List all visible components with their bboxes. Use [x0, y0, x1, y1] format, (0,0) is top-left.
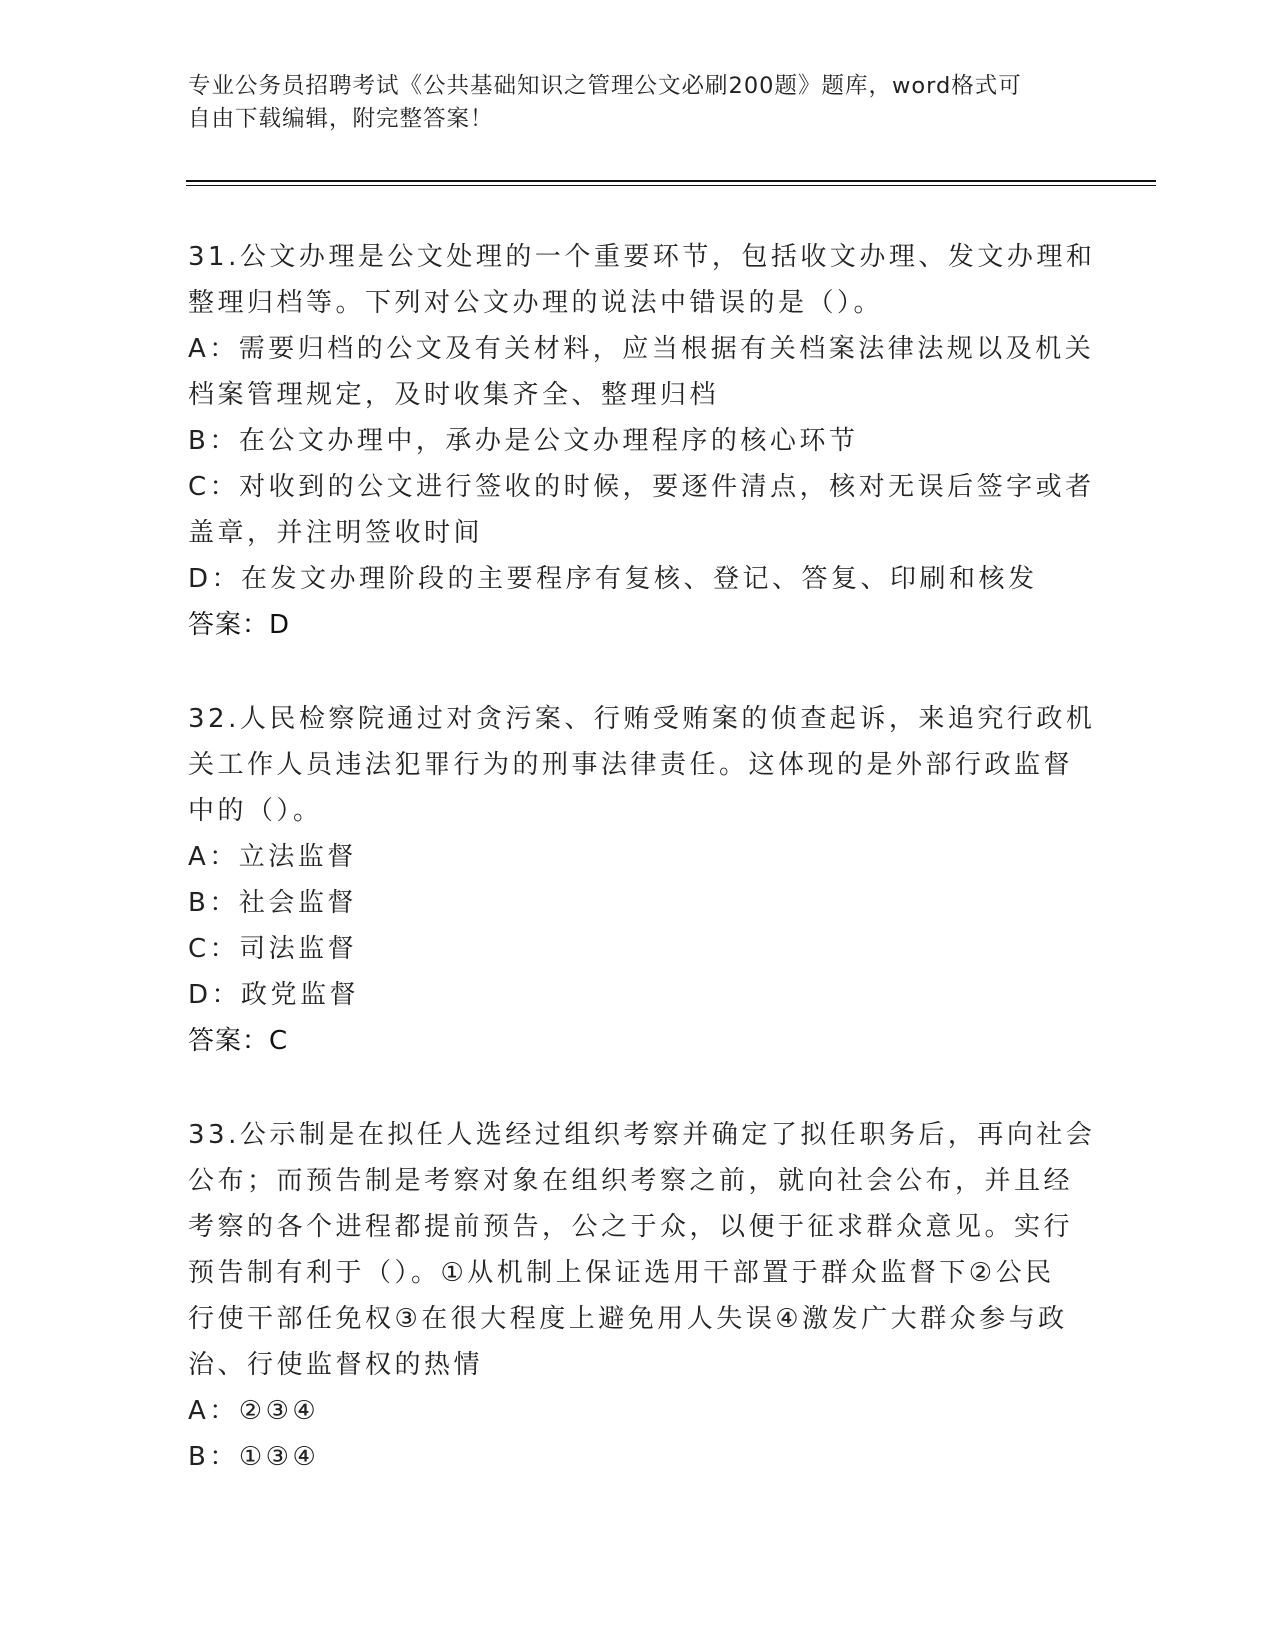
question-stem-line: 预告制有利于（）。①从机制上保证选用干部置于群众监督下②公民 [188, 1258, 1055, 1288]
question-stem-line: 31.公文办理是公文处理的一个重要环节，包括收文办理、发文办理和 [188, 242, 1096, 272]
document-header [188, 70, 1068, 136]
question-31 [188, 234, 1096, 648]
question-stem-line: 考察的各个进程都提前预告，公之于众，以便于征求群众意见。实行 [188, 1212, 1074, 1242]
question-32 [188, 696, 1096, 1064]
answer-line [188, 602, 1088, 648]
answer-value: C [269, 1026, 289, 1056]
question-stem-line: 行使干部任免权③在很大程度上避免用人失误④激发广大群众参与政 [188, 1304, 1068, 1334]
header-divider-thick [186, 180, 1156, 182]
question-stem-line: 中的（）。 [188, 796, 323, 826]
option-a-line: A：需要归档的公文及有关材料，应当根据有关档案法律法规以及机关 [188, 334, 1095, 364]
option-a-line: A：②③④ [188, 1396, 320, 1426]
option-d-line: D：在发文办理阶段的主要程序有复核、登记、答复、印刷和核发 [188, 564, 1038, 594]
header-line-2: 自由下载编辑，附完整答案！ [188, 106, 494, 132]
option-a-line: A：立法监督 [188, 842, 357, 872]
answer-label: 答案： [188, 1026, 270, 1056]
option-d-line: D：政党监督 [188, 980, 360, 1010]
option-c-line: C：司法监督 [188, 934, 358, 964]
answer-line [188, 1018, 1088, 1064]
question-33 [188, 1112, 1096, 1480]
option-c-line: 盖章，并注明签收时间 [188, 518, 484, 548]
question-stem-line: 32.人民检察院通过对贪污案、行贿受贿案的侦查起诉，来追究行政机 [188, 704, 1096, 734]
header-divider-thin [186, 185, 1156, 186]
answer-value: D [269, 610, 291, 640]
option-a-line: 档案管理规定，及时收集齐全、整理归档 [188, 380, 720, 410]
option-b-line: B：社会监督 [188, 888, 357, 918]
question-stem-line: 关工作人员违法犯罪行为的刑事法律责任。这体现的是外部行政监督 [188, 750, 1074, 780]
option-b-line: B：①③④ [188, 1442, 320, 1472]
question-list [188, 234, 1096, 1528]
question-stem-line: 33.公示制是在拟任人选经过组织考察并确定了拟任职务后，再向社会 [188, 1120, 1096, 1150]
option-c-line: C：对收到的公文进行签收的时候，要逐件清点，核对无误后签字或者 [188, 472, 1095, 502]
option-b-line: B：在公文办理中，承办是公文办理程序的核心环节 [188, 426, 859, 456]
question-stem-line: 整理归档等。下列对公文办理的说法中错误的是（）。 [188, 288, 884, 318]
question-stem-line: 公布；而预告制是考察对象在组织考察之前，就向社会公布，并且经 [188, 1166, 1074, 1196]
question-stem-line: 治、行使监督权的热情 [188, 1350, 484, 1380]
answer-label: 答案： [188, 610, 270, 640]
header-line-1: 专业公务员招聘考试《公共基础知识之管理公文必刷200题》题库，word格式可 [188, 73, 1022, 99]
